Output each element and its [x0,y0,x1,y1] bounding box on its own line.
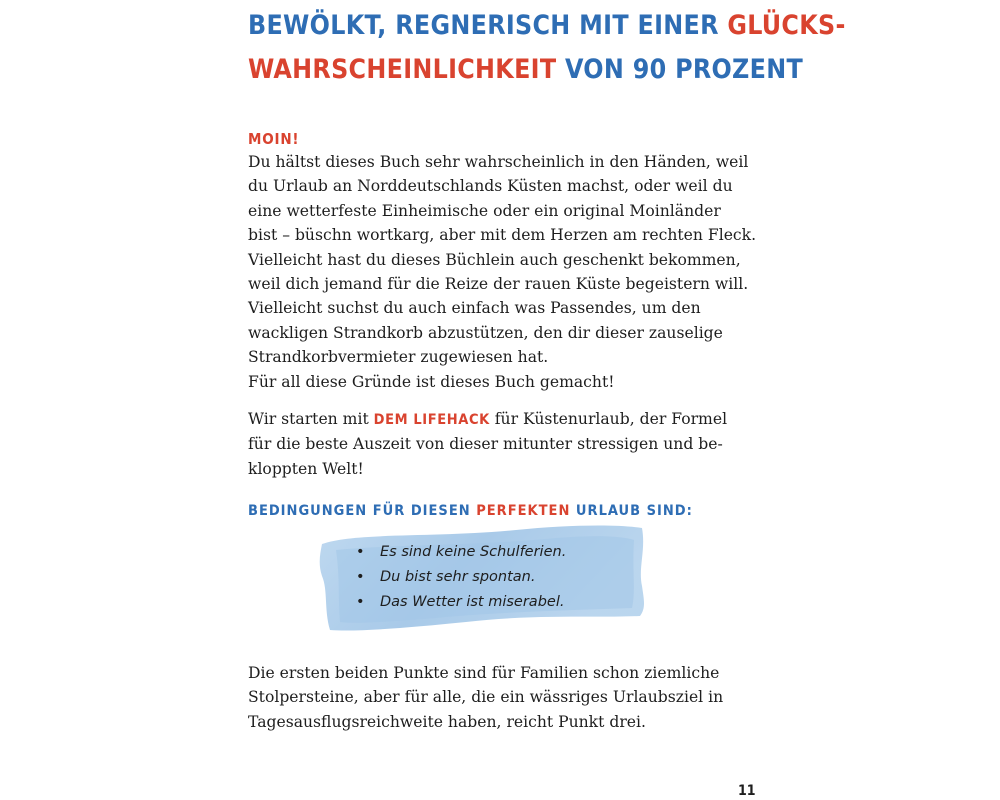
lifehack-highlight: DEM LIFEHACK [373,412,490,428]
lifehack-line: für die beste Auszeit von dieser mitunter stressigen und be- [248,435,723,454]
page-title [248,4,846,92]
bullet-icon: • [356,544,365,560]
title-text: BEWÖLKT, REGNERISCH MIT EINER [248,10,728,41]
intro-line: du Urlaub an Norddeutschlands Küsten machst, oder weil du [248,177,733,196]
lifehack-text: Wir starten mit [248,410,374,428]
lifehack-text: für Küstenurlaub, der Formel [489,410,728,428]
intro-line: Für all diese Gründe ist dieses Buch gemacht! [248,372,615,391]
bullet-icon: • [356,569,365,585]
lifehack-paragraph [248,407,728,481]
title-accent: GLÜCKS- [727,10,846,41]
list-item [356,565,566,590]
list-item [356,590,566,615]
conditions-list [356,540,566,615]
conditions-heading-text: URLAUB SIND: [570,503,693,519]
closing-paragraph [248,661,724,734]
closing-line: Tagesausflugsreichweite haben, reicht Punkt drei. [248,712,646,731]
lifehack-line: kloppten Welt! [248,459,364,478]
intro-line: bist – büschn wortkarg, aber mit dem Herzen am rechten Fleck. [248,226,757,245]
intro-line: Vielleicht hast du dieses Büchlein auch geschenkt bekommen, [248,250,741,269]
conditions-heading-text: BEDINGUNGEN FÜR DIESEN [248,503,477,519]
title-accent: WAHRSCHEINLICHKEIT [248,54,557,85]
closing-line: Die ersten beiden Punkte sind für Familien schon ziemliche [248,664,720,682]
title-text: VON 90 PROZENT [556,54,804,85]
title-line-1 [248,4,846,48]
closing-line: Stolpersteine, aber für alle, die ein wässriges Urlaubsziel in [248,688,724,707]
intro-line: Strandkorbvermieter zugewiesen hat. [248,348,549,367]
list-item-text: Es sind keine Schulferien. [380,544,567,560]
list-item-text: Das Wetter ist miserabel. [380,594,565,610]
intro-line: Vielleicht suchst du auch einfach was Passendes, um den [248,299,701,318]
page-number: 11 [738,783,756,799]
conditions-heading [248,500,693,522]
intro-line: Du hältst dieses Buch sehr wahrscheinlich in den Händen, weil [248,153,749,171]
intro-line: weil dich jemand für die Reize der rauen Küste begeistern will. [248,275,749,294]
list-item [356,540,566,565]
intro-line: wackligen Strandkorb abzustützen, den dir dieser zauselige [248,323,723,342]
intro-paragraph [248,150,757,394]
conditions-heading-accent: PERFEKTEN [476,503,571,519]
intro-line: eine wetterfeste Einheimische oder ein original Moinländer [248,201,721,220]
greeting-heading: MOIN! [248,130,300,148]
title-line-2 [248,48,804,92]
lifehack-line [248,407,728,432]
list-item-text: Du bist sehr spontan. [380,569,536,585]
bullet-icon: • [356,594,365,610]
